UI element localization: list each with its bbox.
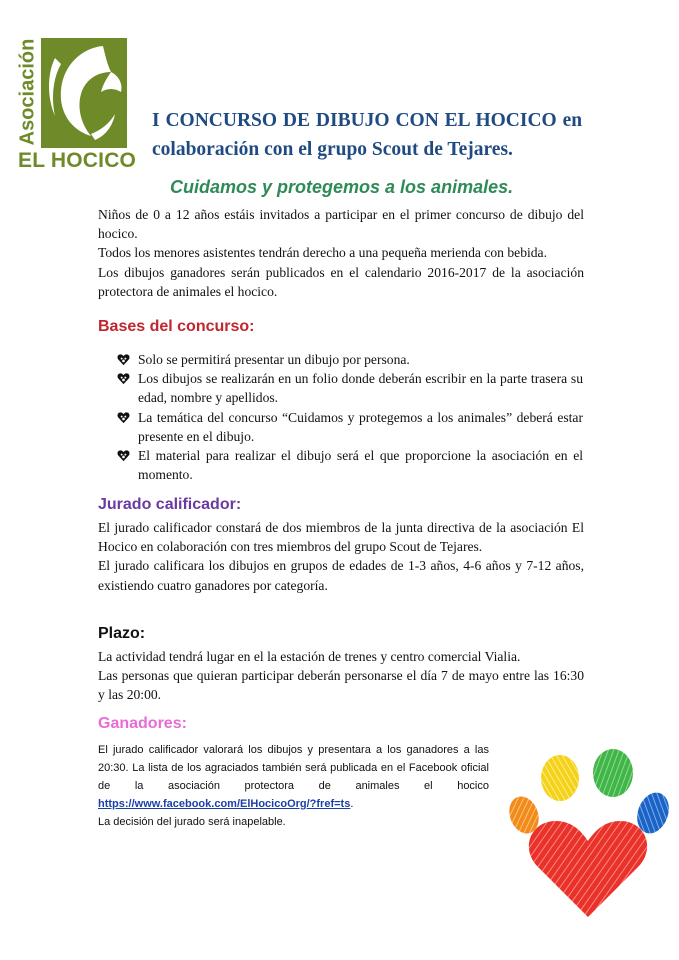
list-item-text: Solo se permitirá presentar un dibujo por persona. bbox=[138, 352, 410, 367]
list-item bbox=[117, 408, 583, 446]
ganadores-text: El jurado calificador valorará los dibujos y presentara a los ganadores a las 20:30. La lista de los agraciados también será publicada en el Facebook oficial de la asociación protectora de animales el hocico bbox=[98, 744, 489, 792]
facebook-link[interactable]: https://www.facebook.com/ElHocicoOrg/?fref=ts bbox=[98, 798, 351, 810]
list-item bbox=[117, 369, 583, 407]
list-item bbox=[117, 446, 583, 484]
ganadores-section bbox=[98, 741, 489, 831]
page-title bbox=[152, 106, 592, 164]
list-item-text: La temática del concurso “Cuidamos y protegemos a los animales” deberá estar presente en el dibujo. bbox=[138, 409, 583, 444]
jurado-paragraph: El jurado calificara los dibujos en grupos de edades de 1-3 años, 4-6 años y 7-12 años, existiendo cuatro ganadores por categoría. bbox=[98, 558, 584, 593]
logo bbox=[16, 36, 137, 176]
bases-list bbox=[117, 350, 583, 484]
intro-section bbox=[98, 205, 584, 301]
logo-vertical-text-wrap bbox=[18, 36, 38, 148]
ganadores-period: . bbox=[350, 798, 354, 810]
ganadores-paragraph bbox=[98, 741, 489, 813]
plazo-section bbox=[98, 647, 584, 705]
plazo-heading: Plazo: bbox=[98, 625, 146, 642]
list-item bbox=[117, 350, 583, 369]
title-line-2: colaboración con el grupo Scout de Tejares. bbox=[152, 139, 513, 160]
intro-paragraph: Los dibujos ganadores serán publicados en el calendario 2016-2017 de la asociación protectora de animales el hocico. bbox=[98, 264, 584, 299]
dog-logo-icon bbox=[41, 38, 127, 148]
jurado-section bbox=[98, 518, 584, 595]
plazo-paragraph: La actividad tendrá lugar en el la estación de trenes y centro comercial Vialia. bbox=[98, 649, 521, 664]
logo-vertical-text: Asociación bbox=[16, 38, 39, 146]
paw-heart-icon bbox=[498, 745, 678, 925]
heart-paw-icon bbox=[117, 372, 130, 385]
bases-heading: Bases del concurso: bbox=[98, 318, 255, 335]
jurado-paragraph: El jurado calificador constará de dos miembros de la junta directiva de la asociación El Hocico en colaboración con tres miembros del grupo Scout de Tejares. bbox=[98, 520, 584, 555]
subtitle: Cuidamos y protegemos a los animales. bbox=[170, 177, 514, 197]
logo-name: EL HOCICO bbox=[18, 149, 137, 172]
title-line-1: I CONCURSO DE DIBUJO CON EL HOCICO en bbox=[152, 110, 583, 131]
intro-paragraph: Niños de 0 a 12 años estáis invitados a participar en el primer concurso de dibujo del hocico. bbox=[98, 207, 584, 242]
ganadores-final: La decisión del jurado será inapelable. bbox=[98, 816, 286, 828]
jurado-heading: Jurado calificador: bbox=[98, 496, 242, 513]
list-item-text: El material para realizar el dibujo será el que proporcione la asociación en el momento. bbox=[138, 448, 583, 483]
heart-paw-icon bbox=[117, 411, 130, 424]
intro-paragraph: Todos los menores asistentes tendrán derecho a una pequeña merienda con bebida. bbox=[98, 245, 547, 261]
ganadores-heading: Ganadores: bbox=[98, 715, 187, 732]
heart-paw-icon bbox=[117, 353, 130, 366]
list-item-text: Los dibujos se realizarán en un folio donde deberán escribir en la parte trasera su edad, nombre y apellidos. bbox=[138, 371, 583, 406]
plazo-paragraph: Las personas que quieran participar deberán personarse el día 7 de mayo entre las 16:30 y las 20:00. bbox=[98, 668, 584, 703]
heart-paw-icon bbox=[117, 449, 130, 462]
